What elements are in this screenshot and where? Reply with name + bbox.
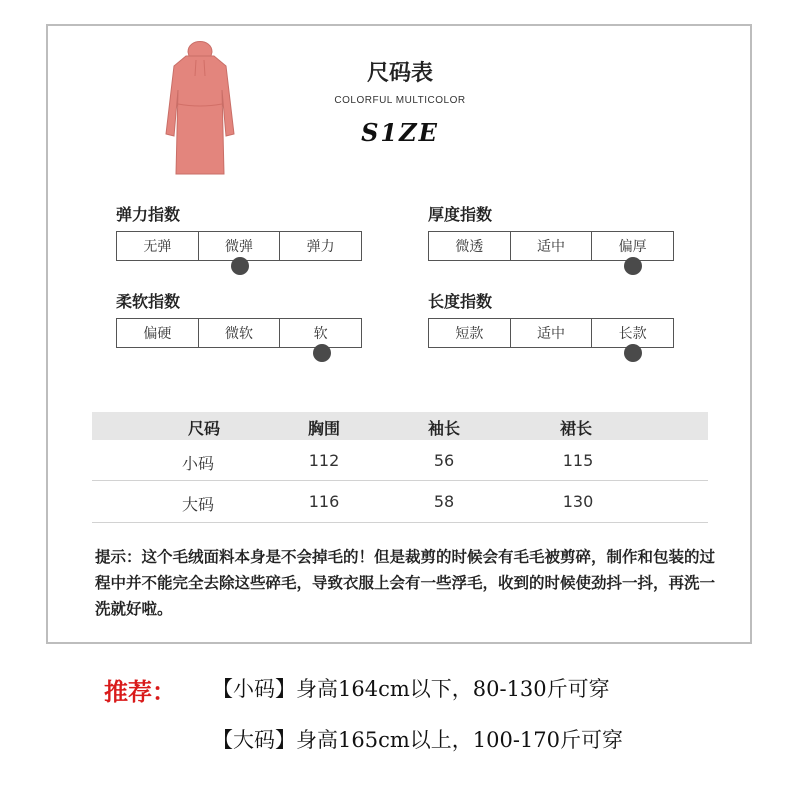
table-cell: 58: [433, 492, 455, 511]
column-header-sleeve: 袖长: [427, 419, 460, 438]
table-cell-size-small: 小码: [181, 454, 214, 473]
table-cell: 116: [308, 492, 340, 511]
recommend-large: 【大码】身高165cm以上，100-170斤可穿: [212, 728, 624, 752]
length-option: 短款: [429, 319, 511, 347]
table-cell: 115: [562, 451, 594, 470]
thickness-option: 微透: [429, 232, 511, 260]
row-divider: [92, 522, 708, 523]
elasticity-selected-dot: [231, 257, 249, 275]
softness-label: 柔软指数: [116, 292, 181, 311]
subtitle: COLORFUL MULTICOLOR: [334, 95, 466, 106]
table-cell-size-large: 大码: [181, 495, 214, 514]
dress-body: [166, 56, 234, 174]
recommend-label: 推荐：: [104, 677, 176, 706]
softness-option: 偏硬: [117, 319, 199, 347]
thickness-label: 厚度指数: [428, 205, 493, 224]
softness-option: 软: [313, 326, 328, 342]
table-cell: 130: [562, 492, 594, 511]
length-option: 长款: [618, 326, 647, 342]
size-logo: S1ZE: [361, 118, 439, 147]
table-cell: 112: [308, 451, 340, 470]
care-tip: 提示：这个毛绒面料本身是不会掉毛的！但是裁剪的时候会有毛毛被剪碎，制作和包装的过程中并不能完全去除这些碎毛，导致衣服上会有一些浮毛，收到的时候使劲抖一抖，再洗一洗就好啦。: [95, 548, 716, 618]
dress-image: [160, 34, 240, 180]
thickness-option: 适中: [511, 232, 593, 260]
length-label: 长度指数: [428, 292, 493, 311]
thickness-scale: [428, 231, 674, 261]
elasticity-option: 无弹: [117, 232, 199, 260]
elasticity-option: 弹力: [306, 239, 335, 255]
thickness-selected-dot: [624, 257, 642, 275]
softness-scale: [116, 318, 362, 348]
elasticity-option: 微弹: [199, 232, 281, 260]
column-header-size: 尺码: [187, 419, 220, 438]
elasticity-label: 弹力指数: [116, 205, 181, 224]
softness-selected-dot: [313, 344, 331, 362]
row-divider: [92, 480, 708, 481]
recommend-small: 【小码】身高164cm以下，80-130斤可穿: [212, 677, 610, 701]
length-scale: [428, 318, 674, 348]
length-selected-dot: [624, 344, 642, 362]
thickness-option: 偏厚: [618, 239, 647, 255]
table-cell: 56: [433, 451, 455, 470]
column-header-chest: 胸围: [307, 419, 340, 438]
column-header-length: 裙长: [559, 419, 592, 438]
softness-option: 微软: [199, 319, 281, 347]
length-option: 适中: [511, 319, 593, 347]
page-title: 尺码表: [366, 61, 433, 86]
